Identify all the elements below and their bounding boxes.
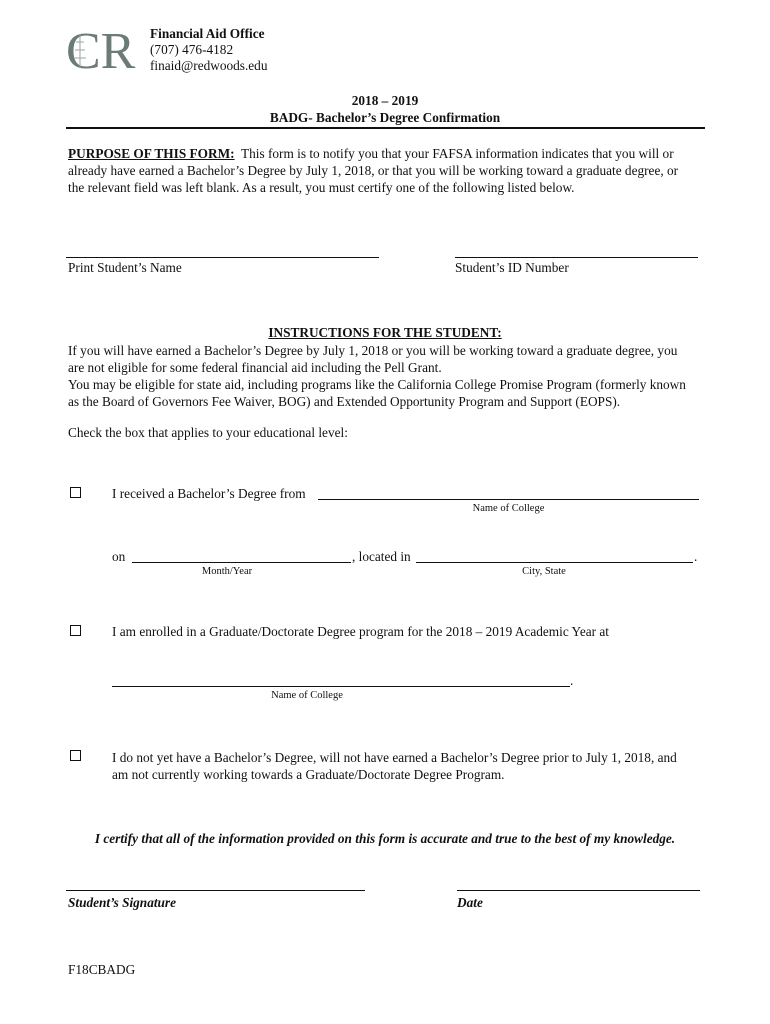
office-phone: (707) 476-4182 bbox=[150, 42, 234, 57]
option-1-month-caption: Month/Year bbox=[201, 566, 253, 577]
purpose-line-2: already have earned a Bachelor’s Degree by July 1, 2018, or that you will be working toward a graduate degree, or bbox=[68, 163, 679, 178]
option-1-period: . bbox=[694, 549, 698, 564]
option-2-checkbox[interactable] bbox=[70, 625, 81, 636]
instructions-paragraph bbox=[68, 342, 718, 410]
option-3-checkbox[interactable] bbox=[70, 750, 81, 761]
option-1-text: I received a Bachelor’s Degree from bbox=[112, 486, 306, 501]
form-code: F18CBADG bbox=[68, 962, 136, 977]
date-field[interactable] bbox=[457, 890, 700, 891]
option-1-location-field[interactable] bbox=[416, 562, 693, 563]
instructions-line-3: You may be eligible for state aid, including programs like the California College Promise Program (formerly known bbox=[68, 377, 686, 392]
instructions-heading: INSTRUCTIONS FOR THE STUDENT: bbox=[268, 325, 502, 340]
instructions-line-1: If you will have earned a Bachelor’s Degree by July 1, 2018 or you will be working toward a graduate degree, you bbox=[68, 343, 678, 358]
purpose-line-3: the relevant field was left blank. As a result, you must certify one of the following listed below. bbox=[68, 180, 575, 195]
option-3-line-1: I do not yet have a Bachelor’s Degree, will not have earned a Bachelor’s Degree prior to July 1, 2018, and bbox=[112, 750, 677, 765]
purpose-line-1: This form is to notify you that your FAFSA information indicates that you will or bbox=[241, 146, 674, 161]
title-rule bbox=[66, 127, 705, 129]
option-1-on-label: on bbox=[112, 549, 126, 564]
student-id-label: Student’s ID Number bbox=[455, 260, 569, 275]
option-3-text bbox=[112, 749, 722, 783]
signature-label: Student’s Signature bbox=[68, 895, 177, 910]
option-1-college-field[interactable] bbox=[318, 499, 699, 500]
instructions-line-2: are not eligible for some federal financial aid including the Pell Grant. bbox=[68, 360, 442, 375]
student-name-label: Print Student’s Name bbox=[68, 260, 182, 275]
option-1-checkbox[interactable] bbox=[70, 487, 81, 498]
option-1-date-field[interactable] bbox=[132, 562, 351, 563]
purpose-heading: PURPOSE OF THIS FORM: bbox=[68, 146, 235, 161]
purpose-paragraph bbox=[68, 145, 708, 196]
college-logo bbox=[66, 24, 146, 74]
signature-field[interactable] bbox=[66, 890, 365, 891]
option-2-text: I am enrolled in a Graduate/Doctorate Degree program for the 2018 – 2019 Academic Year at bbox=[112, 624, 609, 639]
option-2-college-field[interactable] bbox=[112, 686, 570, 687]
option-2-period: . bbox=[570, 673, 574, 688]
option-1-city-caption: City, State bbox=[522, 566, 566, 577]
student-id-field[interactable] bbox=[455, 257, 698, 258]
office-email[interactable]: finaid@redwoods.edu bbox=[150, 58, 268, 73]
option-1-located-label: , located in bbox=[352, 549, 411, 564]
office-name: Financial Aid Office bbox=[150, 26, 265, 41]
date-label: Date bbox=[457, 895, 483, 910]
student-name-field[interactable] bbox=[66, 257, 379, 258]
check-prompt: Check the box that applies to your educational level: bbox=[68, 425, 348, 440]
form-year: 2018 – 2019 bbox=[351, 93, 419, 108]
option-2-college-caption: Name of College bbox=[271, 690, 343, 701]
option-3-line-2: am not currently working towards a Graduate/Doctorate Degree Program. bbox=[112, 767, 505, 782]
option-1-college-caption: Name of College bbox=[472, 503, 545, 514]
form-title: BADG- Bachelor’s Degree Confirmation bbox=[269, 110, 501, 125]
logo-text: CR bbox=[66, 24, 136, 74]
instructions-line-4: as the Board of Governors Fee Waiver, BOG) and Extended Opportunity Program and Support (EOPS). bbox=[68, 394, 621, 409]
certification-statement: I certify that all of the information provided on this form is accurate and true to the best of my knowledge. bbox=[94, 831, 676, 846]
